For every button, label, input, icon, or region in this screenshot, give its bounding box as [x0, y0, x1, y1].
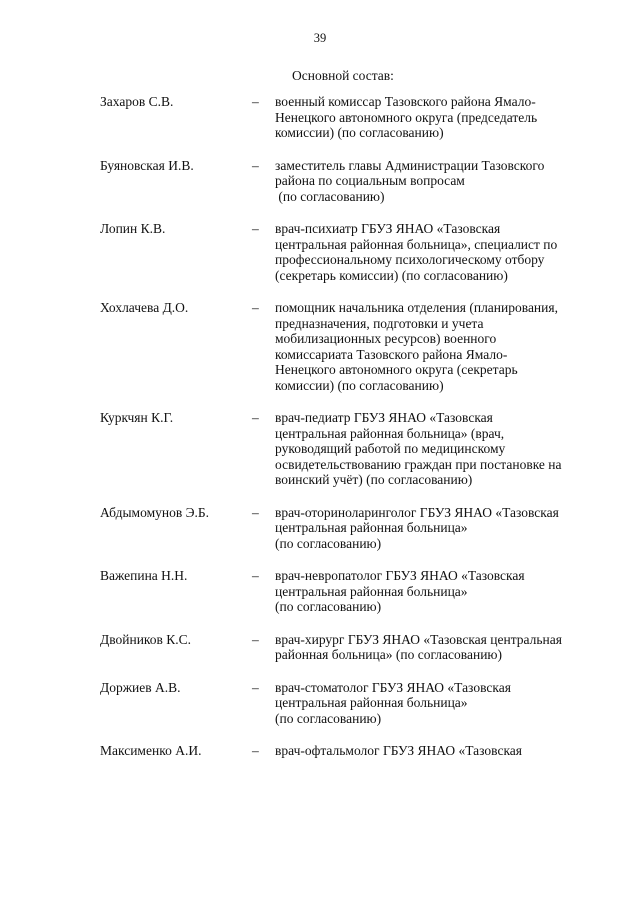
member-role	[275, 680, 597, 727]
member-name: Захаров С.В.	[100, 94, 174, 109]
member-role-line: врач-оториноларинголог ГБУЗ ЯНАО «Тазовская	[275, 504, 559, 520]
member-role-line: заместитель главы Администрации Тазовского	[275, 157, 545, 173]
member-role	[275, 221, 597, 283]
member-role-line: профессиональному психологическому отбору	[275, 252, 545, 267]
member-role	[275, 158, 597, 205]
member-role-line: врач-педиатр ГБУЗ ЯНАО «Тазовская	[275, 410, 493, 425]
member-role-line: (секретарь комиссии) (по согласованию)	[275, 267, 508, 283]
member-role	[275, 743, 597, 759]
member-role	[275, 410, 597, 488]
member-role-line: центральная районная больница», специалист по	[275, 236, 558, 252]
member-role-line: врач-психиатр ГБУЗ ЯНАО «Тазовская	[275, 221, 501, 236]
member-role-line: врач-хирург ГБУЗ ЯНАО «Тазовская центральная	[275, 631, 562, 647]
member-role-line: центральная районная больница»	[275, 520, 468, 535]
member-entry	[0, 410, 640, 488]
member-dash: –	[252, 410, 259, 425]
member-entry	[0, 158, 640, 205]
member-entry	[0, 221, 640, 283]
member-role-line: руководящий работой по медицинскому	[275, 441, 506, 456]
member-role-line: центральная районная больница» (врач,	[275, 425, 505, 441]
member-role	[275, 505, 597, 552]
member-dash: –	[252, 221, 259, 236]
member-entry	[0, 632, 640, 663]
member-role	[275, 568, 597, 615]
member-role-line: военный комиссар Тазовского района Ямало-	[275, 94, 536, 109]
member-entry	[0, 505, 640, 552]
member-dash: –	[252, 157, 259, 173]
member-name: Буяновская И.В.	[100, 157, 194, 173]
member-role-line: районная больница» (по согласованию)	[275, 647, 502, 662]
member-dash: –	[252, 743, 259, 758]
member-name: Лопин К.В.	[100, 221, 166, 236]
section-title: Основной состав:	[292, 68, 394, 83]
member-dash: –	[252, 504, 259, 520]
member-name: Куркчян К.Г.	[100, 410, 174, 425]
member-dash: –	[252, 568, 259, 583]
member-role-line: врач-стоматолог ГБУЗ ЯНАО «Тазовская	[275, 679, 511, 695]
member-name: Двойников К.С.	[100, 631, 192, 647]
member-role-line: предназначения, подготовки и учета	[275, 315, 484, 331]
member-name: Доржиев А.В.	[100, 679, 181, 695]
member-dash: –	[252, 631, 259, 647]
member-name: Абдымомунов Э.Б.	[100, 504, 210, 520]
member-entry	[0, 94, 640, 141]
member-name: Хохлачева Д.О.	[100, 300, 189, 315]
member-entry	[0, 680, 640, 727]
member-role-line: Ненецкого автономного округа (председатель	[275, 109, 538, 125]
member-role-line: (по согласованию)	[275, 188, 385, 204]
member-dash: –	[252, 94, 259, 109]
member-name: Важепина Н.Н.	[100, 568, 188, 583]
member-role-line: района по социальным вопросам	[275, 173, 465, 188]
member-role-line: врач-офтальмолог ГБУЗ ЯНАО «Тазовская	[275, 743, 522, 758]
member-role-line: комиссариата Тазовского района Ямало-	[275, 346, 508, 362]
member-entry	[0, 743, 640, 759]
member-role-line: центральная районная больница»	[275, 695, 468, 710]
member-role-line: комиссии) (по согласованию)	[275, 125, 444, 140]
member-role-line: воинский учёт) (по согласованию)	[275, 472, 473, 487]
member-role-line: (по согласованию)	[275, 710, 382, 726]
member-role-line: центральная районная больница»	[275, 583, 468, 599]
member-entry	[0, 568, 640, 615]
member-role-line: помощник начальника отделения (планирования,	[275, 300, 558, 315]
member-role-line: Ненецкого автономного округа (секретарь	[275, 362, 518, 377]
member-role-line: освидетельствованию граждан при постановке на	[275, 456, 562, 472]
member-role-line: (по согласованию)	[275, 535, 382, 551]
page-number: 39	[313, 31, 327, 45]
member-dash: –	[252, 300, 259, 315]
member-entry	[0, 300, 640, 393]
member-role	[275, 94, 597, 141]
member-dash: –	[252, 679, 259, 695]
member-role-line: врач-невропатолог ГБУЗ ЯНАО «Тазовская	[275, 568, 525, 583]
member-role-line: мобилизационных ресурсов) военного	[275, 331, 497, 346]
member-role-line: комиссии) (по согласованию)	[275, 377, 444, 393]
member-list	[0, 94, 640, 776]
member-name: Максименко А.И.	[100, 743, 202, 758]
member-role	[275, 300, 597, 393]
member-role-line: (по согласованию)	[275, 599, 382, 614]
member-role	[275, 632, 597, 663]
